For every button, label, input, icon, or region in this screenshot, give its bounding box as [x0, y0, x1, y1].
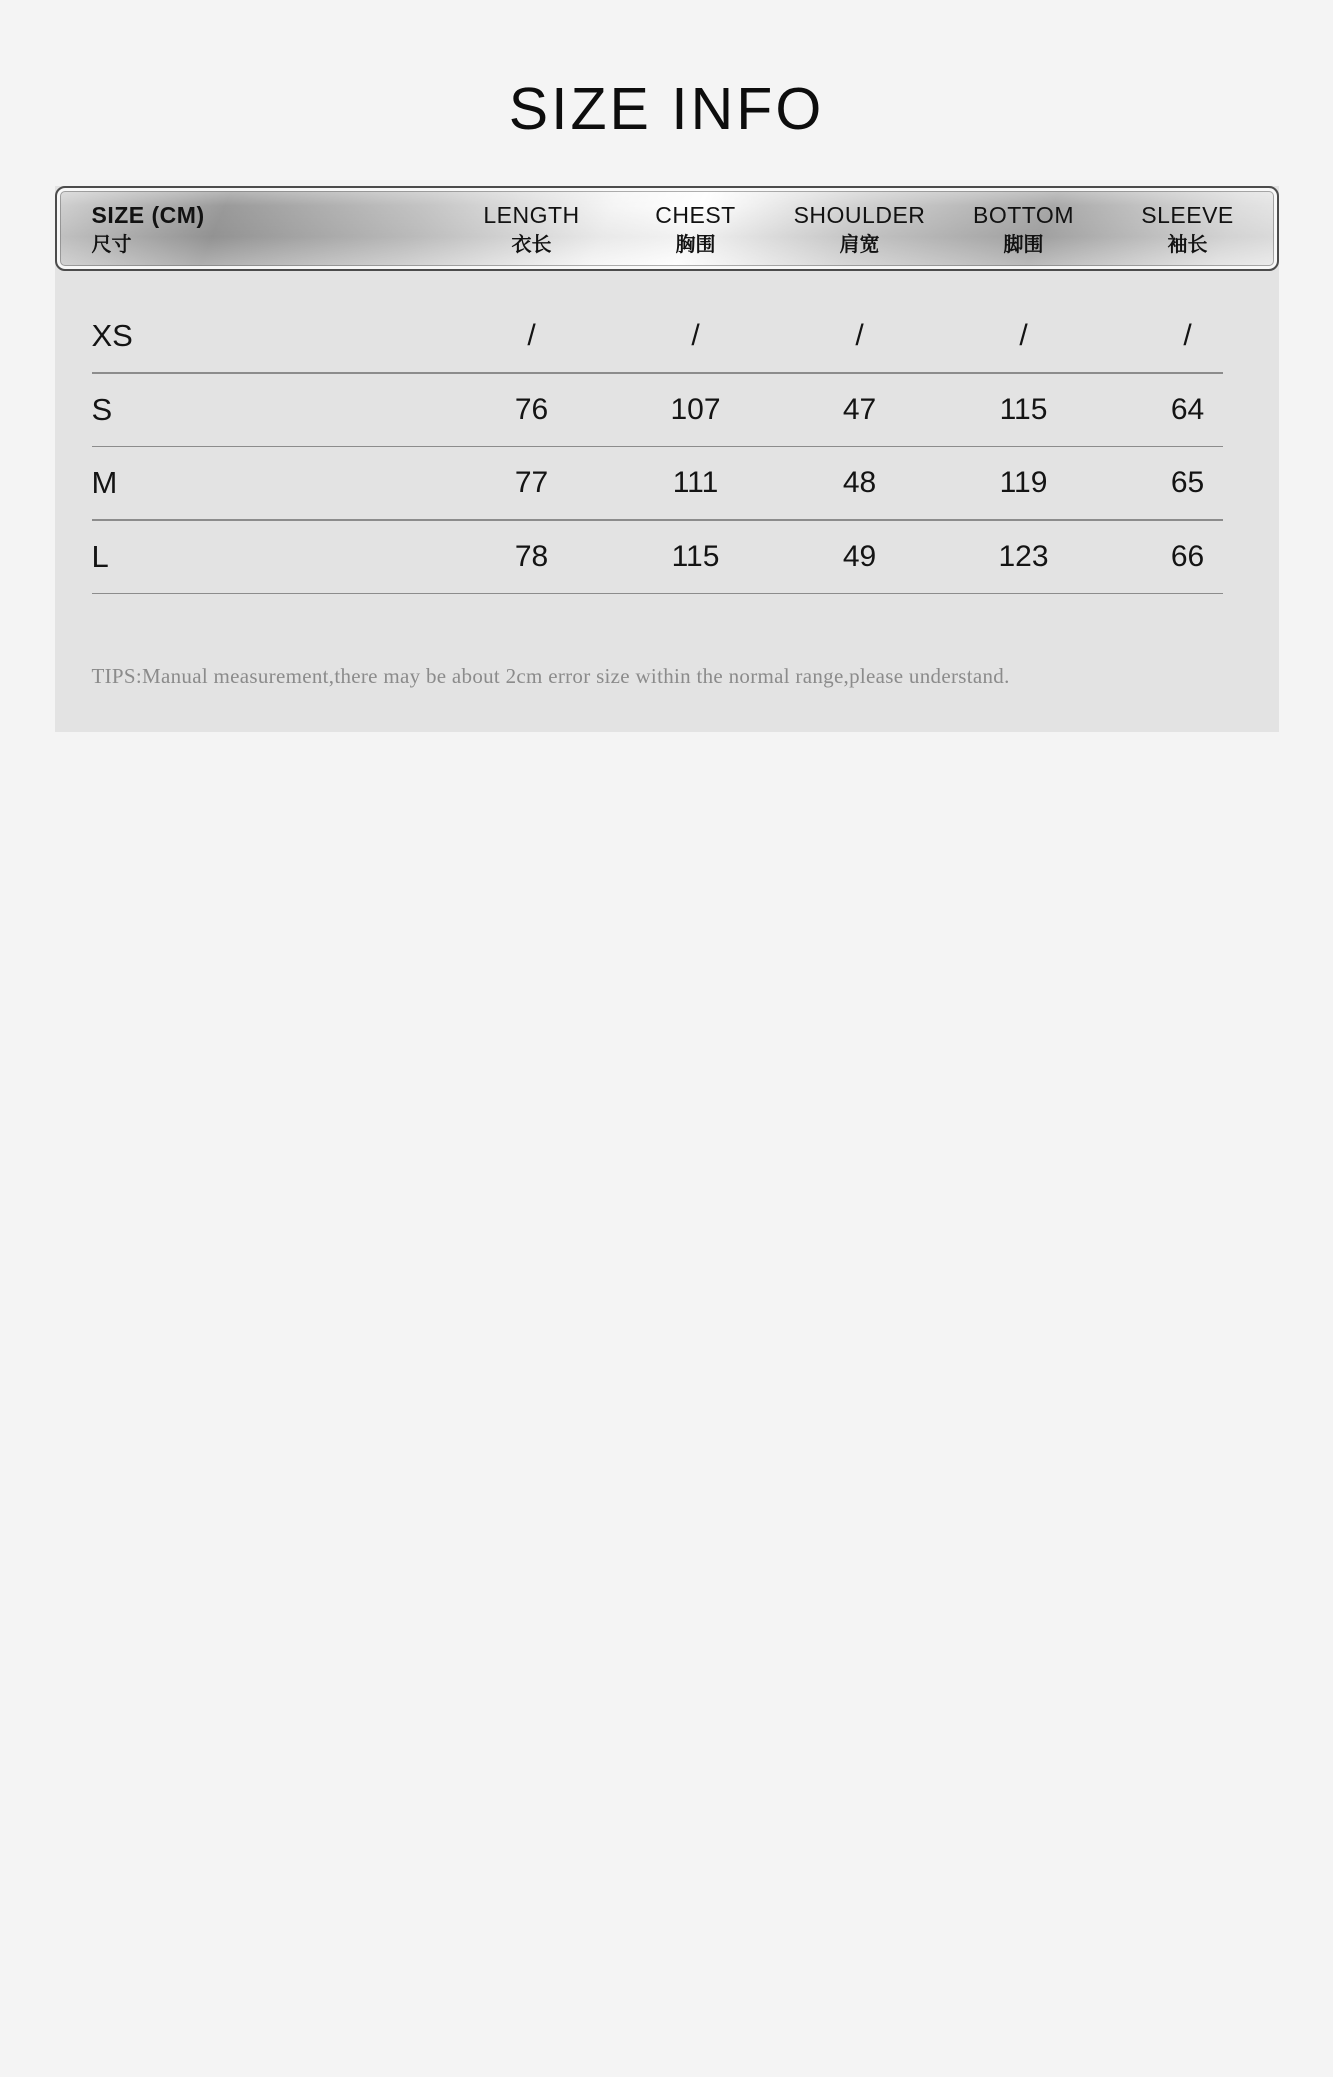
row-divider: [92, 593, 1223, 595]
table-row-m: [55, 447, 1279, 519]
cell-sleeve: 65: [1170, 466, 1205, 499]
cell-shoulder: 47: [842, 392, 877, 426]
header-bottom-cn: 脚围: [1003, 234, 1044, 256]
tips-note: TIPS:Manual measurement,there may be about 2cm error size within the normal range,please understand.: [91, 664, 1010, 688]
cell-length: 76: [514, 392, 549, 426]
cell-bottom: 123: [998, 539, 1049, 573]
header-cell-size: [92, 200, 450, 260]
cell-bottom: /: [1019, 319, 1028, 352]
header-sleeve-en: SLEEVE: [1141, 202, 1234, 228]
header-cell-bottom: [942, 200, 1106, 260]
row-label: L: [91, 538, 109, 574]
cell-shoulder: 48: [842, 466, 877, 499]
cell-bottom: 119: [999, 466, 1048, 499]
header-length-cn: 衣长: [511, 234, 552, 256]
header-cell-shoulder: [778, 200, 942, 260]
size-chart-panel: [55, 186, 1279, 732]
header-shoulder-cn: 肩宽: [839, 234, 880, 256]
cell-shoulder: /: [855, 319, 864, 352]
cell-length: 78: [514, 539, 549, 573]
cell-length: 77: [514, 466, 549, 499]
header-bottom-en: BOTTOM: [973, 202, 1074, 228]
cell-chest: /: [691, 319, 700, 352]
row-label: S: [91, 391, 113, 427]
header-cell-chest: [614, 200, 778, 260]
row-label: XS: [91, 318, 133, 353]
table-row-xs: [55, 300, 1279, 372]
header-shoulder-en: SHOULDER: [793, 202, 926, 228]
size-info-page: [0, 77, 1333, 732]
table-row-s: [55, 374, 1279, 446]
cell-sleeve: 64: [1170, 392, 1205, 426]
header-cell-length: [450, 200, 614, 260]
header-size-en: SIZE (CM): [91, 202, 205, 228]
header-length-en: LENGTH: [483, 202, 580, 228]
size-table-header-bar: [55, 186, 1279, 271]
header-chest-cn: 胸围: [675, 234, 716, 256]
cell-length: /: [527, 319, 536, 352]
cell-chest: 111: [672, 466, 719, 499]
cell-chest: 107: [670, 392, 721, 426]
cell-bottom: 115: [999, 392, 1048, 426]
header-sleeve-cn: 袖长: [1167, 234, 1208, 256]
cell-sleeve: /: [1183, 319, 1192, 352]
table-row-l: [55, 521, 1279, 593]
cell-shoulder: 49: [842, 539, 877, 573]
page-title: SIZE INFO: [508, 76, 825, 142]
header-chest-en: CHEST: [655, 202, 736, 228]
cell-chest: 115: [671, 539, 720, 573]
header-size-cn: 尺寸: [91, 234, 132, 256]
cell-sleeve: 66: [1170, 539, 1205, 573]
row-label: M: [91, 465, 118, 500]
header-cell-sleeve: [1106, 200, 1270, 260]
